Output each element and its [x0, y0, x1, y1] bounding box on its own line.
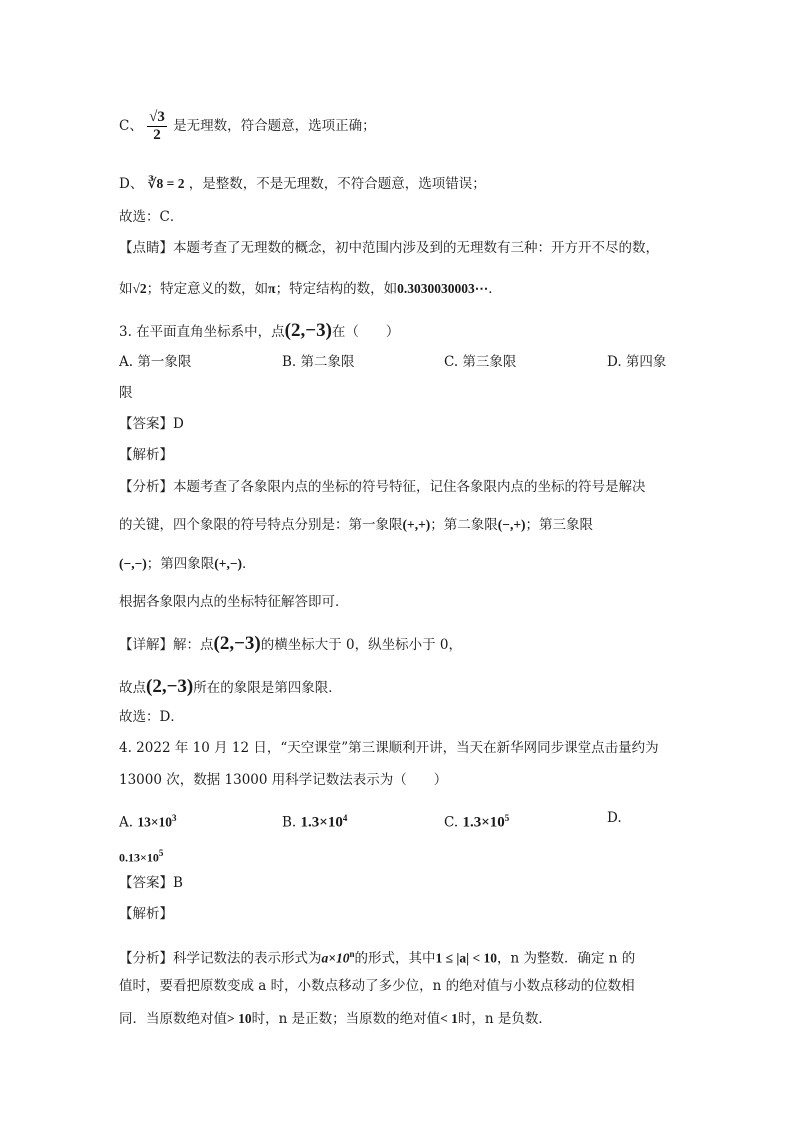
question-4-option-d: D. [607, 810, 622, 826]
analysis-title: 【解析】 [119, 447, 173, 463]
math-sign: (−,+) [497, 517, 526, 532]
math-point: (2,−3) [213, 633, 261, 654]
analysis-line-4: 根据各象限内点的坐标特征解答即可． [119, 594, 349, 610]
analysis-line-3: (−,−)；第四象限(+,−)． [119, 556, 256, 572]
comment-line: 【点睛】本题考查了无理数的概念，初中范围内涉及到的无理数有三种：开方开不尽的数， [119, 240, 659, 256]
analysis-line: 【分析】本题考查了各象限内点的坐标的符号特征，记住各象限内点的坐标的符号是解决 [119, 479, 646, 495]
option-label: D、 [119, 176, 144, 192]
analysis-line-2: 的关键，四个象限的符号特点分别是：第一象限(+,+)；第二象限(−,+)；第三象限 [119, 517, 594, 533]
question-4-stem: 4. 2022 年 10 月 12 日，“天空课堂”第三课顺利开讲，当天在新华网同步课堂点击量约为 [119, 740, 659, 756]
math-lt1: < 1 [440, 1011, 458, 1026]
question-3-stem: 3. 在平面直角坐标系中，点(2,−3)在（ ） [119, 320, 400, 341]
question-4-option-b: B. $1.3\times 10^4$ [282, 813, 348, 831]
math-cuberoot: ∛8 = 2 [147, 176, 185, 191]
question-4-option-a: A. $13\times 10^3$ [119, 813, 177, 831]
math-range: 1 ≤ |a| < 10 [435, 950, 498, 966]
question-3-option-c: C. 第三象限 [444, 354, 517, 370]
math-sign: (+,−) [214, 556, 243, 571]
question-4-option-c: C. $1.3\times 10^5$ [444, 813, 510, 831]
comment-line-2: 如√2；特定意义的数，如π；特定结构的数，如0.3030030003⋯． [119, 281, 502, 297]
analysis-line-2: 值时，要看把原数变成 a 时，小数点移动了多少位，n 的绝对值与小数点移动的位数相 [119, 978, 635, 994]
answer-line: 【答案】D [119, 416, 184, 432]
math-sign: (−,−) [119, 556, 147, 571]
math-point: (2,−3) [284, 320, 332, 341]
option-text: ，是整数，不是无理数，不符合题意，选项错误； [188, 176, 486, 192]
math-gt10: > 10 [227, 1011, 252, 1026]
detail-line: 【详解】解：点(2,−3)的横坐标大于 0，纵坐标小于 0， [119, 633, 462, 654]
question-3-option-b: B. 第二象限 [282, 354, 355, 370]
question-3-option-d: D. 第四象 [607, 354, 667, 370]
question-3-option-d-wrap: 限 [119, 385, 133, 401]
question-4-stem-2: 13000 次，数据 13000 用科学记数法表示为（ ） [119, 772, 448, 788]
option-text: 是无理数，符合题意，选项正确； [173, 118, 376, 134]
math-number: 0.3030030003⋯ [397, 281, 489, 296]
analysis-line-3: 同．当原数绝对值> 10时，n 是正数；当原数的绝对值< 1时，n 是负数． [119, 1011, 552, 1027]
math-sign: (+,+) [402, 517, 431, 532]
math-pi: π [268, 281, 276, 296]
answer-line: 【答案】B [119, 875, 183, 891]
math-point: (2,−3) [146, 676, 194, 697]
option-d-line [119, 174, 486, 194]
question-4-option-d-value: $0.13\times 10^5$ [119, 848, 164, 865]
analysis-line: 【分析】科学记数法的表示形式为$a\times 10^n$的形式，其中1 ≤ |a| < 10，n 为整数．确定 n 的 [119, 949, 636, 967]
fraction-sqrt3-over-2: $\frac{√3}{2}$ [149, 109, 165, 143]
choice-line: 故选：C． [119, 209, 184, 225]
option-c-line [119, 110, 376, 143]
question-3-option-a: A. 第一象限 [119, 354, 192, 370]
math-form: a×10 [321, 950, 350, 966]
detail-line-2: 故点(2,−3)所在的象限是第四象限． [119, 676, 342, 697]
option-label: C、 [119, 118, 143, 134]
choice-line: 故选：D． [119, 709, 184, 725]
math-sqrt2: √2 [132, 281, 147, 296]
analysis-title: 【解析】 [119, 906, 173, 922]
